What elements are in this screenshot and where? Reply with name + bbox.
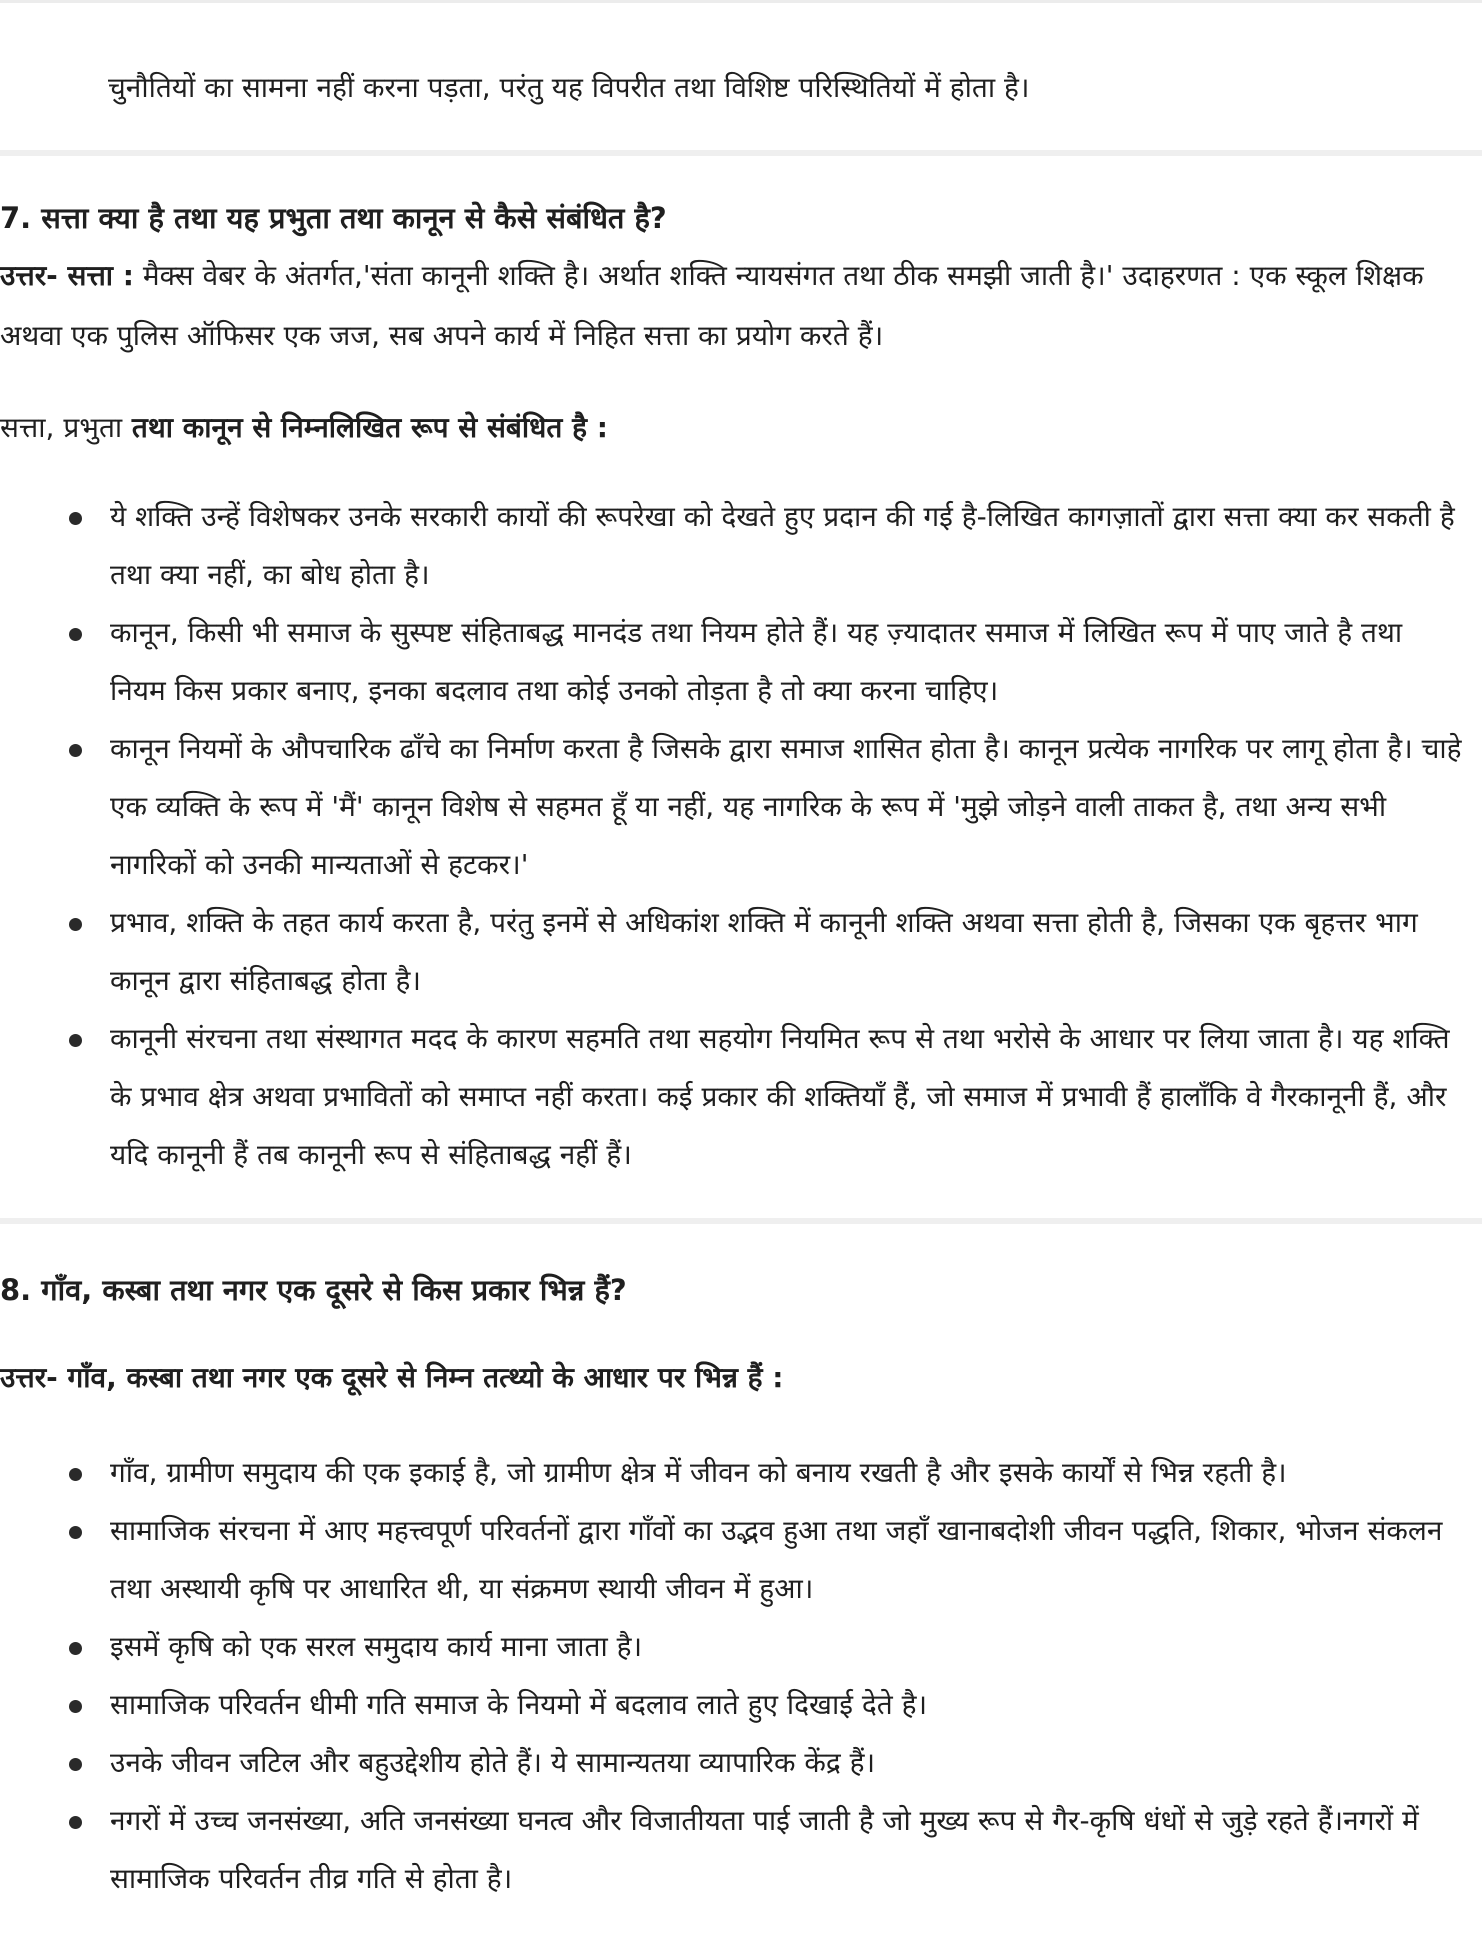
list-item: कानून नियमों के औपचारिक ढाँचे का निर्माण करता है जिसके द्वारा समाज शासित होता है। कानून प्रत्येक नागरिक पर लागू होता है। चाहे एक व्यक्ति के रूप में 'मैं' कानून विशेष से सहमत हूँ या नहीं, यह नागरिक के रूप में 'मुझे जोड़ने वाली ताकत है, तथा अन्य सभी नागरिकों को उनकी मान्यताओं से हटकर।' xyxy=(0,720,1470,894)
list-item: कानून, किसी भी समाज के सुस्पष्ट संहिताबद्ध मानदंड तथा नियम होते हैं। यह ज़्यादातर समाज में लिखित रूप में पाए जाते है तथा नियम किस प्रकार बनाए, इनका बदलाव तथा कोई उनको तोड़ता है तो क्या करना चाहिए। xyxy=(0,604,1470,720)
list-item: गाँव, ग्रामीण समुदाय की एक इकाई है, जो ग्रामीण क्षेत्र में जीवन को बनाय रखती है और इसके कार्यों से भिन्न रहती है। xyxy=(0,1444,1470,1502)
question-8-title: 8. गाँव, कस्बा तथा नगर एक दूसरे से किस प्रकार भिन्न हैं? xyxy=(0,1273,627,1307)
question-8-answer-heading: उत्तर- गाँव, कस्बा तथा नगर एक दूसरे से निम्न तत्थ्यो के आधार पर भिन्न हैं : xyxy=(0,1361,784,1394)
list-item: ये शक्ति उन्हें विशेषकर उनके सरकारी कायों की रूपरेखा को देखते हुए प्रदान की गई है-लिखित कागज़ातों द्वारा सत्ता क्या कर सकती है तथा क्या नहीं, का बोध होता है। xyxy=(0,488,1470,604)
bullet-icon xyxy=(69,1034,82,1047)
bullet-icon xyxy=(69,512,82,525)
question-8-points xyxy=(0,1444,1470,1908)
list-item: सामाजिक संरचना में आए महत्त्वपूर्ण परिवर्तनों द्वारा गाँवों का उद्भव हुआ तथा जहाँ खानाबदोशी जीवन पद्धति, शिकार, भोजन संकलन तथा अस्थायी कृषि पर आधारित थी, या संक्रमण स्थायी जीवन में हुआ। xyxy=(0,1502,1470,1618)
top-rule xyxy=(0,0,1482,3)
list-item: सामाजिक परिवर्तन धीमी गति समाज के नियमो में बदलाव लाते हुए दिखाई देते है। xyxy=(0,1676,1470,1734)
answer-label: उत्तर- सत्ता : xyxy=(0,259,134,292)
bullet-icon xyxy=(69,1758,82,1771)
section-divider xyxy=(0,1218,1482,1224)
question-7-answer xyxy=(0,246,1462,366)
list-item: नगरों में उच्च जनसंख्या, अति जनसंख्या घनत्व और विजातीयता पाई जाती है जो मुख्य रूप से गैर-कृषि धंधों से जुड़े रहते हैं।नगरों में सामाजिक परिवर्तन तीव्र गति से होता है। xyxy=(0,1792,1470,1908)
bullet-icon xyxy=(69,1468,82,1481)
intro-paragraph: चुनौतियों का सामना नहीं करना पड़ता, परंतु यह विपरीत तथा विशिष्ट परिस्थितियों में होता है। xyxy=(108,71,1030,104)
bullet-icon xyxy=(69,628,82,641)
list-item: इसमें कृषि को एक सरल समुदाय कार्य माना जाता है। xyxy=(0,1618,1470,1676)
bullet-icon xyxy=(69,1816,82,1829)
bullet-icon xyxy=(69,918,82,931)
answer-text: मैक्स वेबर के अंतर्गत,'संता कानूनी शक्ति है। अर्थात शक्ति न्यायसंगत तथा ठीक समझी जाती है।' उदाहरणत : एक स्कूल शिक्षक अथवा एक पुलिस ऑफिसर एक जज, सब अपने कार्य में निहित सत्ता का प्रयोग करते हैं। xyxy=(0,259,1424,352)
bullet-icon xyxy=(69,1642,82,1655)
list-item: कानूनी संरचना तथा संस्थागत मदद के कारण सहमति तथा सहयोग नियमित रूप से तथा भरोसे के आधार पर लिया जाता है। यह शक्ति के प्रभाव क्षेत्र अथवा प्रभावितों को समाप्त नहीं करता। कई प्रकार की शक्तियाँ हैं, जो समाज में प्रभावी हैं हालाँकि वे गैरकानूनी हैं, और यदि कानूनी हैं तब कानूनी रूप से संहिताबद्ध नहीं हैं। xyxy=(0,1010,1470,1184)
list-item: उनके जीवन जटिल और बहुउद्देशीय होते हैं। ये सामान्यतया व्यापारिक केंद्र हैं। xyxy=(0,1734,1470,1792)
bullet-icon xyxy=(69,744,82,757)
section-divider xyxy=(0,150,1482,156)
list-item: प्रभाव, शक्ति के तहत कार्य करता है, परंतु इनमें से अधिकांश शक्ति में कानूनी शक्ति अथवा सत्ता होती है, जिसका एक बृहत्तर भाग कानून द्वारा संहिताबद्ध होता है। xyxy=(0,894,1470,1010)
question-7-subheading xyxy=(0,408,1470,448)
question-7-title: 7. सत्ता क्या है तथा यह प्रभुता तथा कानून से कैसे संबंधित है? xyxy=(0,201,667,235)
bullet-icon xyxy=(69,1700,82,1713)
subheading-bold: तथा कानून से निम्नलिखित रूप से संबंधित है : xyxy=(122,411,608,444)
bullet-icon xyxy=(69,1526,82,1539)
question-7-points xyxy=(0,488,1470,1184)
subheading-plain: सत्ता, प्रभुता xyxy=(0,411,123,444)
